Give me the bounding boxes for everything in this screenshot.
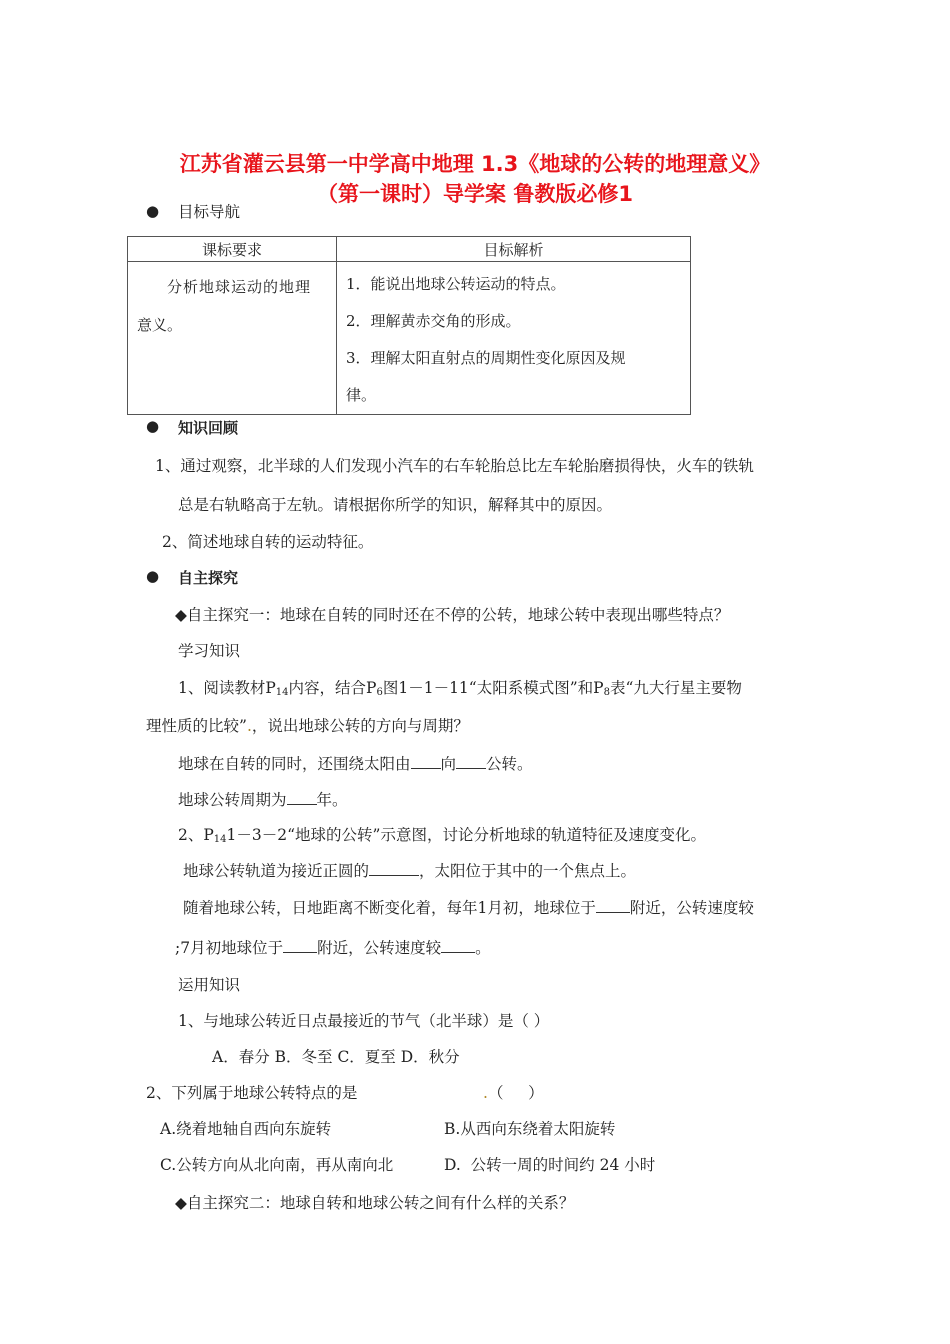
goal-table-cell-analysis (337, 262, 691, 415)
learn-item1-line2 (146, 716, 469, 736)
goal-table-row (128, 262, 691, 415)
text: 附近，公转速度较 (629, 899, 754, 917)
dot-mark: . (483, 1084, 488, 1102)
text: 地球公转轨道为接近正圆的 (183, 862, 370, 880)
blank-field[interactable] (287, 790, 317, 805)
blank-field[interactable] (411, 754, 441, 769)
goal-table (127, 236, 691, 415)
explore1-heading: ◆自主探究一：地球在自转的同时还在不停的公转，地球公转中表现出哪些特点？ (175, 606, 730, 624)
subscript: 14 (275, 687, 289, 698)
text: 地球在自转的同时，还围绕太阳由 (178, 755, 411, 773)
goal-table-header-row (128, 237, 691, 262)
goal-table-header: 课标要求 (128, 237, 337, 262)
apply-q1-options: A．春分 B．冬至 C．夏至 D．秋分 (212, 1048, 460, 1066)
learn-item1-line1 (178, 678, 742, 703)
section-goal-nav: 目标导航 (178, 203, 241, 221)
requirement-line: 分析地球运动的地理 (167, 278, 312, 296)
text: 随着地球公转，日地距离不断变化着，每年1月初，地球位于 (183, 899, 596, 917)
text: 图1－1－11“太阳系模式图”和P (382, 679, 604, 697)
text: 1－3－2“地球的公转”示意图，讨论分析地球的轨道特征及速度变化。 (226, 826, 706, 844)
explore2-heading: ◆自主探究二：地球自转和地球公转之间有什么样的关系？ (175, 1194, 575, 1212)
section-explore: 自主探究 (178, 569, 239, 587)
fill-orbit (183, 861, 636, 881)
text: 年。 (316, 791, 348, 809)
text: 。 (475, 939, 491, 957)
goal-table-header: 目标解析 (337, 237, 691, 262)
dot-mark: . (246, 717, 252, 735)
blank-field[interactable] (369, 861, 419, 876)
review-q1-line2: 总是右轨略高于左轨。请根据你所学的知识，解释其中的原因。 (178, 496, 613, 514)
goal-table-cell-requirement (128, 262, 337, 415)
subscript: 14 (213, 834, 227, 845)
text: 2、P (178, 826, 214, 844)
blank-field[interactable] (283, 938, 317, 953)
apply-q2-option-b: B.从西向东绕着太阳旋转 (444, 1120, 616, 1138)
apply-label: 运用知识 (178, 976, 241, 994)
bullet-icon: ● (146, 567, 160, 585)
analysis-line: 律。 (346, 386, 377, 404)
text: ;7月初地球位于 (175, 939, 284, 957)
fill-direction (178, 754, 533, 774)
text: 内容，结合P (288, 679, 377, 697)
fill-perihelion (183, 898, 754, 918)
text: 理性质的比较” (146, 717, 247, 735)
analysis-line: 3．理解太阳直射点的周期性变化原因及规 (346, 349, 626, 367)
section-review: 知识回顾 (178, 419, 239, 437)
text: 表“九大行星主要物 (609, 679, 742, 697)
review-q2: 2、简述地球自转的运动特征。 (162, 533, 374, 551)
text: ，太阳位于其中的一个焦点上。 (419, 862, 637, 880)
apply-q2-option-c: C.公转方向从北向南，再从南向北 (160, 1156, 394, 1174)
bullet-icon: ● (146, 417, 160, 435)
analysis-line: 1．能说出地球公转运动的特点。 (346, 275, 566, 293)
blank-field[interactable] (456, 754, 486, 769)
blank-field[interactable] (596, 898, 630, 913)
text: 附近，公转速度较 (317, 939, 442, 957)
bullet-icon: ● (146, 202, 160, 220)
text: ，说出地球公转的方向与周期？ (251, 717, 469, 735)
learn-label: 学习知识 (178, 642, 241, 660)
learn-item2-line1 (178, 825, 706, 850)
page-title-line2: （第一课时）导学案 鲁教版必修1 (317, 182, 633, 206)
analysis-line: 2．理解黄赤交角的形成。 (346, 312, 521, 330)
apply-q2-paren (483, 1083, 544, 1103)
fill-aphelion (175, 938, 491, 958)
apply-q1-stem: 1、与地球公转近日点最接近的节气（北半球）是（ ） (178, 1012, 550, 1030)
fill-period (178, 790, 348, 810)
text: （ ） (487, 1084, 544, 1102)
review-q1-line1: 1、通过观察，北半球的人们发现小汽车的右车轮胎总比左车轮胎磨损得快，火车的铁轨 (155, 457, 754, 475)
text: 1、阅读教材P (178, 679, 276, 697)
apply-q2-option-a: A.绕着地轴自西向东旋转 (160, 1120, 332, 1138)
subscript: 6 (376, 687, 383, 698)
text: 向 (440, 755, 457, 773)
apply-q2-stem: 2、下列属于地球公转特点的是 (146, 1084, 358, 1102)
text: 公转。 (486, 755, 533, 773)
apply-q2-option-d: D. 公转一周的时间约 24 小时 (444, 1156, 656, 1174)
text: 地球公转周期为 (178, 791, 287, 809)
requirement-line: 意义。 (137, 316, 183, 334)
subscript: 8 (603, 687, 610, 698)
blank-field[interactable] (441, 938, 475, 953)
page-title-line1: 江苏省灌云县第一中学高中地理 1.3《地球的公转的地理意义》 (179, 152, 771, 176)
